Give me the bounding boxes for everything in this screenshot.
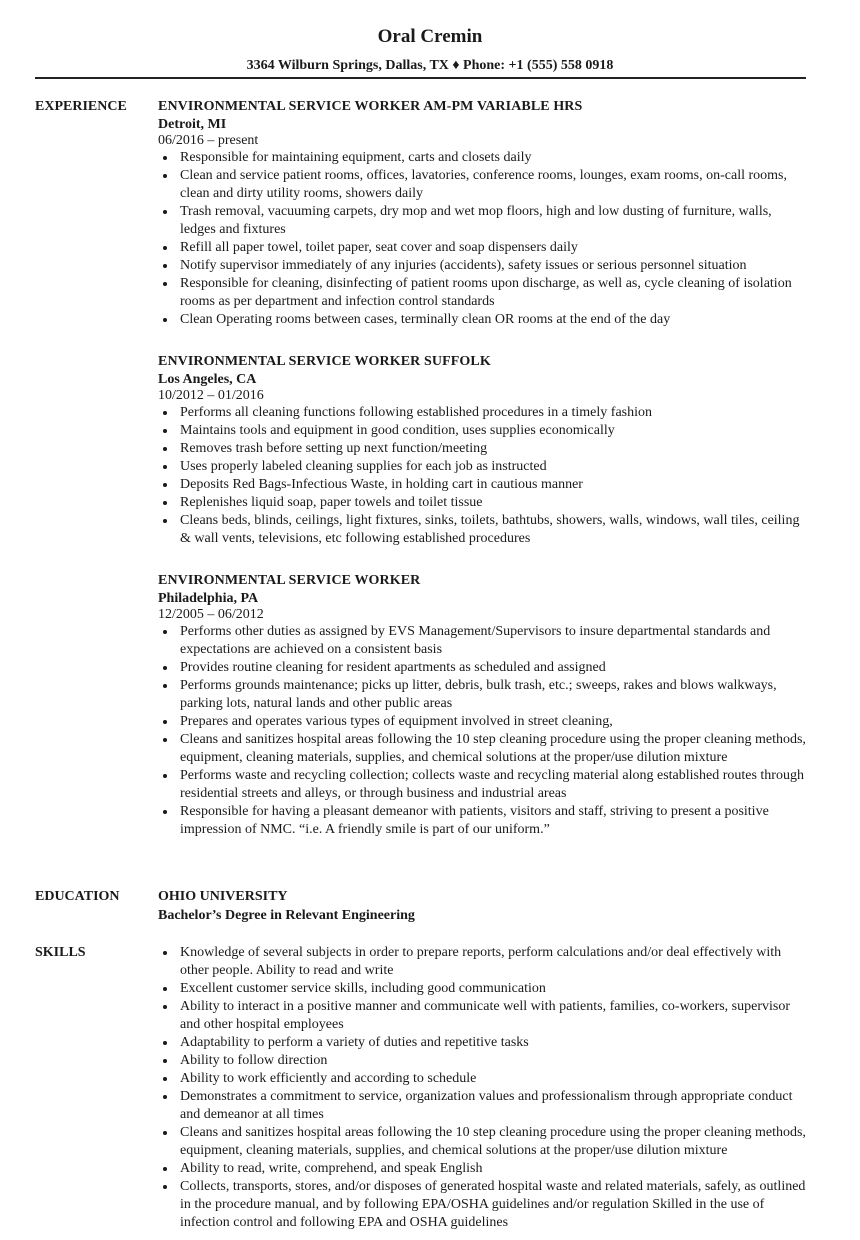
bullet-icon xyxy=(163,282,167,286)
list-item: Cleans and sanitizes hospital areas following the 10 step cleaning procedure using the proper cleaning methods, equipment, cleaning materials, supplies, and chemical solutions at the proper/use dilution mixture xyxy=(158,1124,810,1160)
section-label-experience: EXPERIENCE xyxy=(35,99,127,114)
job-dates: 10/2012 – 01/2016 xyxy=(158,388,264,403)
bullet-icon xyxy=(163,318,167,322)
list-item: Performs waste and recycling collection; collects waste and recycling material along established routes through residential streets and alleys, or through business and industrial areas xyxy=(158,767,810,803)
header-divider xyxy=(35,77,806,79)
list-item: Performs other duties as assigned by EVS Management/Supervisors to insure departmental standards and expectations are achieved on a consistent basis xyxy=(158,623,810,659)
bullet-icon xyxy=(163,951,167,955)
list-item: Deposits Red Bags-Infectious Waste, in holding cart in cautious manner xyxy=(158,476,810,494)
bullet-icon xyxy=(163,483,167,487)
bullet-icon xyxy=(163,501,167,505)
bullet-icon xyxy=(163,411,167,415)
bullet-icon xyxy=(163,1185,167,1189)
list-item: Provides routine cleaning for resident apartments as scheduled and assigned xyxy=(158,659,810,677)
contact-line: 3364 Wilburn Springs, Dallas, TX ♦ Phone: +1 (555) 558 0918 xyxy=(246,58,614,73)
list-item: Collects, transports, stores, and/or disposes of generated hospital waste and related materials, safely, as outlined in the procedure manual, and by following EPA/OSHA guidelines and/or regulation Skilled in the use of infection control and following EPA and OSHA guidelines xyxy=(158,1178,810,1232)
list-item: Responsible for cleaning, disinfecting of patient rooms upon discharge, as well as, cycle cleaning of isolation rooms as per department and infection control standards xyxy=(158,275,810,311)
list-item: Cleans and sanitizes hospital areas following the 10 step cleaning procedure using the proper cleaning methods, equipment, cleaning materials, supplies, and chemical solutions at the proper/use dilution mixture xyxy=(158,731,810,767)
bullet-icon xyxy=(163,987,167,991)
job-entry xyxy=(158,353,810,548)
list-item: Excellent customer service skills, including good communication xyxy=(158,980,810,998)
job-dates: 12/2005 – 06/2012 xyxy=(158,607,264,622)
bullet-icon xyxy=(163,246,167,250)
resume-header xyxy=(0,26,860,74)
list-item: Performs grounds maintenance; picks up litter, debris, bulk trash, etc.; sweeps, rakes and blows walkways, parking lots, natural lands and other public areas xyxy=(158,677,810,713)
bullet-icon xyxy=(163,738,167,742)
job-dates: 06/2016 – present xyxy=(158,133,259,148)
list-item: Clean and service patient rooms, offices, lavatories, conference rooms, lounges, exam rooms, on-call rooms, clean and dirty utility rooms, showers daily xyxy=(158,167,810,203)
bullet-icon xyxy=(163,630,167,634)
list-item: Ability to interact in a positive manner and communicate well with patients, families, co-workers, supervisor and other hospital employees xyxy=(158,998,810,1034)
bullet-icon xyxy=(163,210,167,214)
job-location: Detroit, MI xyxy=(158,117,227,132)
bullet-icon xyxy=(163,156,167,160)
job-duties-list xyxy=(158,404,810,548)
list-item: Clean Operating rooms between cases, terminally clean OR rooms at the end of the day xyxy=(158,311,810,329)
list-item: Trash removal, vacuuming carpets, dry mop and wet mop floors, high and low dusting of furniture, walls, ledges and fixtures xyxy=(158,203,810,239)
job-duties-list xyxy=(158,623,810,839)
list-item: Demonstrates a commitment to service, organization values and professionalism through appropriate conduct and demeanor at all times xyxy=(158,1088,810,1124)
job-duties-list xyxy=(158,149,810,329)
bullet-icon xyxy=(163,519,167,523)
list-item: Responsible for maintaining equipment, carts and closets daily xyxy=(158,149,810,167)
list-item: Adaptability to perform a variety of duties and repetitive tasks xyxy=(158,1034,810,1052)
bullet-icon xyxy=(163,264,167,268)
section-label-skills: SKILLS xyxy=(35,945,86,960)
bullet-icon xyxy=(163,684,167,688)
experience-body xyxy=(158,98,810,839)
bullet-icon xyxy=(163,666,167,670)
degree-name: Bachelor’s Degree in Relevant Engineering xyxy=(158,908,415,923)
bullet-icon xyxy=(163,1131,167,1135)
list-item: Responsible for having a pleasant demeanor with patients, visitors and staff, striving to present a positive impression of NMC. “i.e. A friendly smile is part of our uniform.” xyxy=(158,803,810,839)
candidate-name: Oral Cremin xyxy=(377,26,483,47)
education-body xyxy=(158,888,810,926)
skills-body xyxy=(158,944,810,1232)
job-location: Los Angeles, CA xyxy=(158,372,257,387)
list-item: Uses properly labeled cleaning supplies for each job as instructed xyxy=(158,458,810,476)
bullet-icon xyxy=(163,1041,167,1045)
bullet-icon xyxy=(163,174,167,178)
list-item: Maintains tools and equipment in good condition, uses supplies economically xyxy=(158,422,810,440)
bullet-icon xyxy=(163,1167,167,1171)
job-title: ENVIRONMENTAL SERVICE WORKER SUFFOLK xyxy=(158,354,491,369)
bullet-icon xyxy=(163,774,167,778)
bullet-icon xyxy=(163,1077,167,1081)
bullet-icon xyxy=(163,1059,167,1063)
bullet-icon xyxy=(163,720,167,724)
list-item: Ability to read, write, comprehend, and speak English xyxy=(158,1160,810,1178)
list-item: Refill all paper towel, toilet paper, seat cover and soap dispensers daily xyxy=(158,239,810,257)
job-title: ENVIRONMENTAL SERVICE WORKER AM-PM VARIABLE HRS xyxy=(158,99,583,114)
list-item: Prepares and operates various types of equipment involved in street cleaning, xyxy=(158,713,810,731)
list-item: Performs all cleaning functions following established procedures in a timely fashion xyxy=(158,404,810,422)
list-item: Removes trash before setting up next function/meeting xyxy=(158,440,810,458)
school-name: OHIO UNIVERSITY xyxy=(158,889,288,904)
job-entry xyxy=(158,98,810,329)
bullet-icon xyxy=(163,1095,167,1099)
bullet-icon xyxy=(163,1005,167,1009)
bullet-icon xyxy=(163,429,167,433)
list-item: Notify supervisor immediately of any injuries (accidents), safety issues or serious personnel situation xyxy=(158,257,810,275)
bullet-icon xyxy=(163,810,167,814)
skills-list xyxy=(158,944,810,1232)
bullet-icon xyxy=(163,465,167,469)
job-entry xyxy=(158,572,810,839)
list-item: Replenishes liquid soap, paper towels and toilet tissue xyxy=(158,494,810,512)
list-item: Ability to work efficiently and according to schedule xyxy=(158,1070,810,1088)
job-title: ENVIRONMENTAL SERVICE WORKER xyxy=(158,573,421,588)
list-item: Cleans beds, blinds, ceilings, light fixtures, sinks, toilets, bathtubs, showers, walls, windows, wall tiles, ceiling & wall vents, televisions, etc following established procedures xyxy=(158,512,810,548)
bullet-icon xyxy=(163,447,167,451)
job-location: Philadelphia, PA xyxy=(158,591,259,606)
list-item: Knowledge of several subjects in order to prepare reports, perform calculations and/or deal effectively with other people. Ability to read and write xyxy=(158,944,810,980)
list-item: Ability to follow direction xyxy=(158,1052,810,1070)
section-label-education: EDUCATION xyxy=(35,889,120,904)
